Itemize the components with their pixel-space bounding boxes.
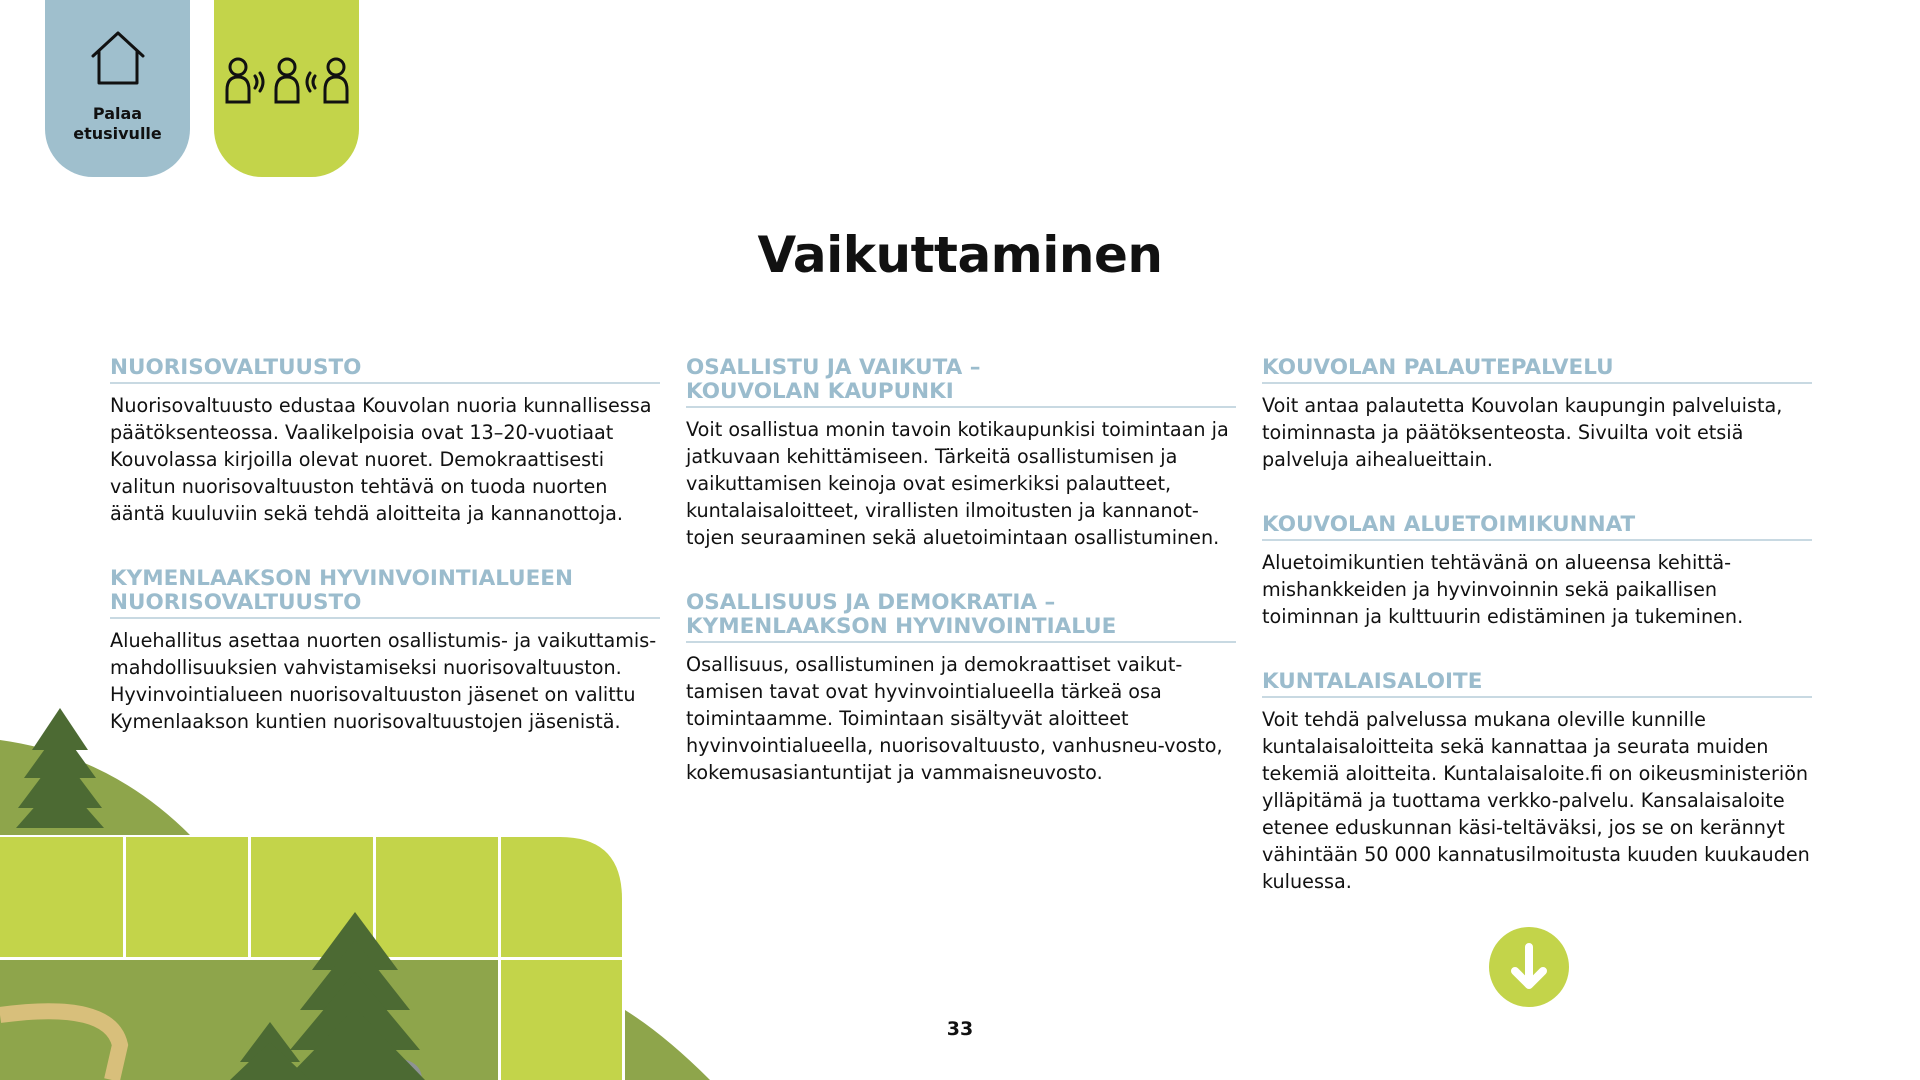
- section-aluetoimikunnat: [1262, 513, 1812, 630]
- section-heading[interactable]: [110, 356, 660, 384]
- page-number: 33: [946, 1018, 974, 1040]
- section-nuorisovaltuusto: [110, 356, 660, 527]
- section-heading[interactable]: [1262, 513, 1812, 541]
- section-body: Aluehallitus asettaa nuorten osallistumis- ja vaikuttamis-mahdollisuuksien vahvistamiseksi nuorisovaltuuston. Hyvinvointialueen nuorisovaltuuston jäsenet on valittu Kymenlaakson kuntien nuorisovaltuustojen jäsenistä.: [110, 629, 657, 733]
- section-palautepalvelu: [1262, 356, 1812, 473]
- heading-line: KUNTALAISALOITE: [1262, 669, 1483, 694]
- home-label-line2: etusivulle: [73, 124, 162, 143]
- heading-line: KOUVOLAN KAUPUNKI: [686, 379, 954, 404]
- home-label-line1: Palaa: [92, 104, 143, 123]
- heading-line: OSALLISTU JA VAIKUTA –: [686, 355, 981, 380]
- section-osallisuus-ja-demokratia: [686, 591, 1236, 786]
- people-button[interactable]: [214, 0, 359, 177]
- section-body: Voit antaa palautetta Kouvolan kaupungin palveluista, toiminnasta ja päätöksenteosta. Sivuilta voit etsiä palveluja aihealueittain.: [1262, 394, 1783, 471]
- section-body: Voit tehdä palvelussa mukana oleville kunnille kuntalaisaloitteita sekä kannattaa ja seurata muiden tekemiä aloitteita. Kuntalaisaloite.fi on oikeusministeriön ylläpitämä ja tuottama verkko-palvelu. Kansalaisaloite etenee eduskunnan käsi-teltäväksi, jos se on kerännyt vähintään 50 000 kannatusilmoitusta kuuden kuukauden kuluessa.: [1262, 708, 1810, 893]
- section-kuntalaisaloite: [1262, 670, 1812, 895]
- section-body: Aluetoimikuntien tehtävänä on alueensa kehittä-mishankkeiden ja hyvinvoinnin sekä paikallisen toiminnan ja kulttuurin edistäminen ja tukeminen.: [1262, 551, 1744, 628]
- content-column-3: [1262, 356, 1812, 935]
- section-body: Osallisuus, osallistuminen ja demokraattiset vaikut-tamisen tavat ovat hyvinvointialueella tärkeä osa toimintaamme. Toimintaan sisältyvät aloitteet hyvinvointialueella, nuorisovaltuusto, vanhusneu-vosto, kokemusasiantuntijat ja vammaisneuvosto.: [686, 653, 1223, 784]
- content-column-2: [686, 356, 1236, 826]
- section-body: Voit osallistua monin tavoin kotikaupunkisi toimintaan ja jatkuvaan kehittämiseen. Tärkeitä osallistumisen ja vaikuttamisen keinoja ovat esimerkiksi palautteet, kuntalaisaloitteet, virallisten ilmoitusten ja kannanot-tojen seuraaminen sekä aluetoimintaan osallistuminen.: [686, 418, 1229, 549]
- arrow-down-icon: [1489, 927, 1569, 1007]
- section-heading[interactable]: [1262, 670, 1812, 698]
- heading-line: KOUVOLAN ALUETOIMIKUNNAT: [1262, 512, 1636, 537]
- scroll-down-button[interactable]: [1489, 927, 1569, 1007]
- section-body: Nuorisovaltuusto edustaa Kouvolan nuoria kunnallisessa päätöksenteossa. Vaalikelpoisia ovat 13–20-vuotiaat Kouvolassa kirjoilla olevat nuoret. Demokraattisesti valitun nuorisovaltuuston tehtävä on tuoda nuorten ääntä kuuluviin sekä tehdä aloitteita ja kannanottoja.: [110, 394, 652, 525]
- landscape-illustration: [0, 700, 720, 1080]
- house-icon: [89, 28, 147, 88]
- heading-line: NUORISOVALTUUSTO: [110, 590, 362, 615]
- heading-line: NUORISOVALTUUSTO: [110, 355, 362, 380]
- people-talking-icon: [224, 56, 350, 106]
- home-label: [45, 104, 190, 144]
- section-heading[interactable]: [686, 356, 1236, 408]
- section-heading[interactable]: [686, 591, 1236, 643]
- heading-line: OSALLISUUS JA DEMOKRATIA –: [686, 590, 1056, 615]
- heading-line: KOUVOLAN PALAUTEPALVELU: [1262, 355, 1614, 380]
- section-heading[interactable]: [1262, 356, 1812, 384]
- heading-line: KYMENLAAKSON HYVINVOINTIALUEEN: [110, 566, 573, 591]
- section-osallistu-ja-vaikuta: [686, 356, 1236, 551]
- page-title: Vaikuttaminen: [757, 226, 1163, 284]
- heading-line: KYMENLAAKSON HYVINVOINTIALUE: [686, 614, 1117, 639]
- section-heading[interactable]: [110, 567, 660, 619]
- home-button[interactable]: [45, 0, 190, 177]
